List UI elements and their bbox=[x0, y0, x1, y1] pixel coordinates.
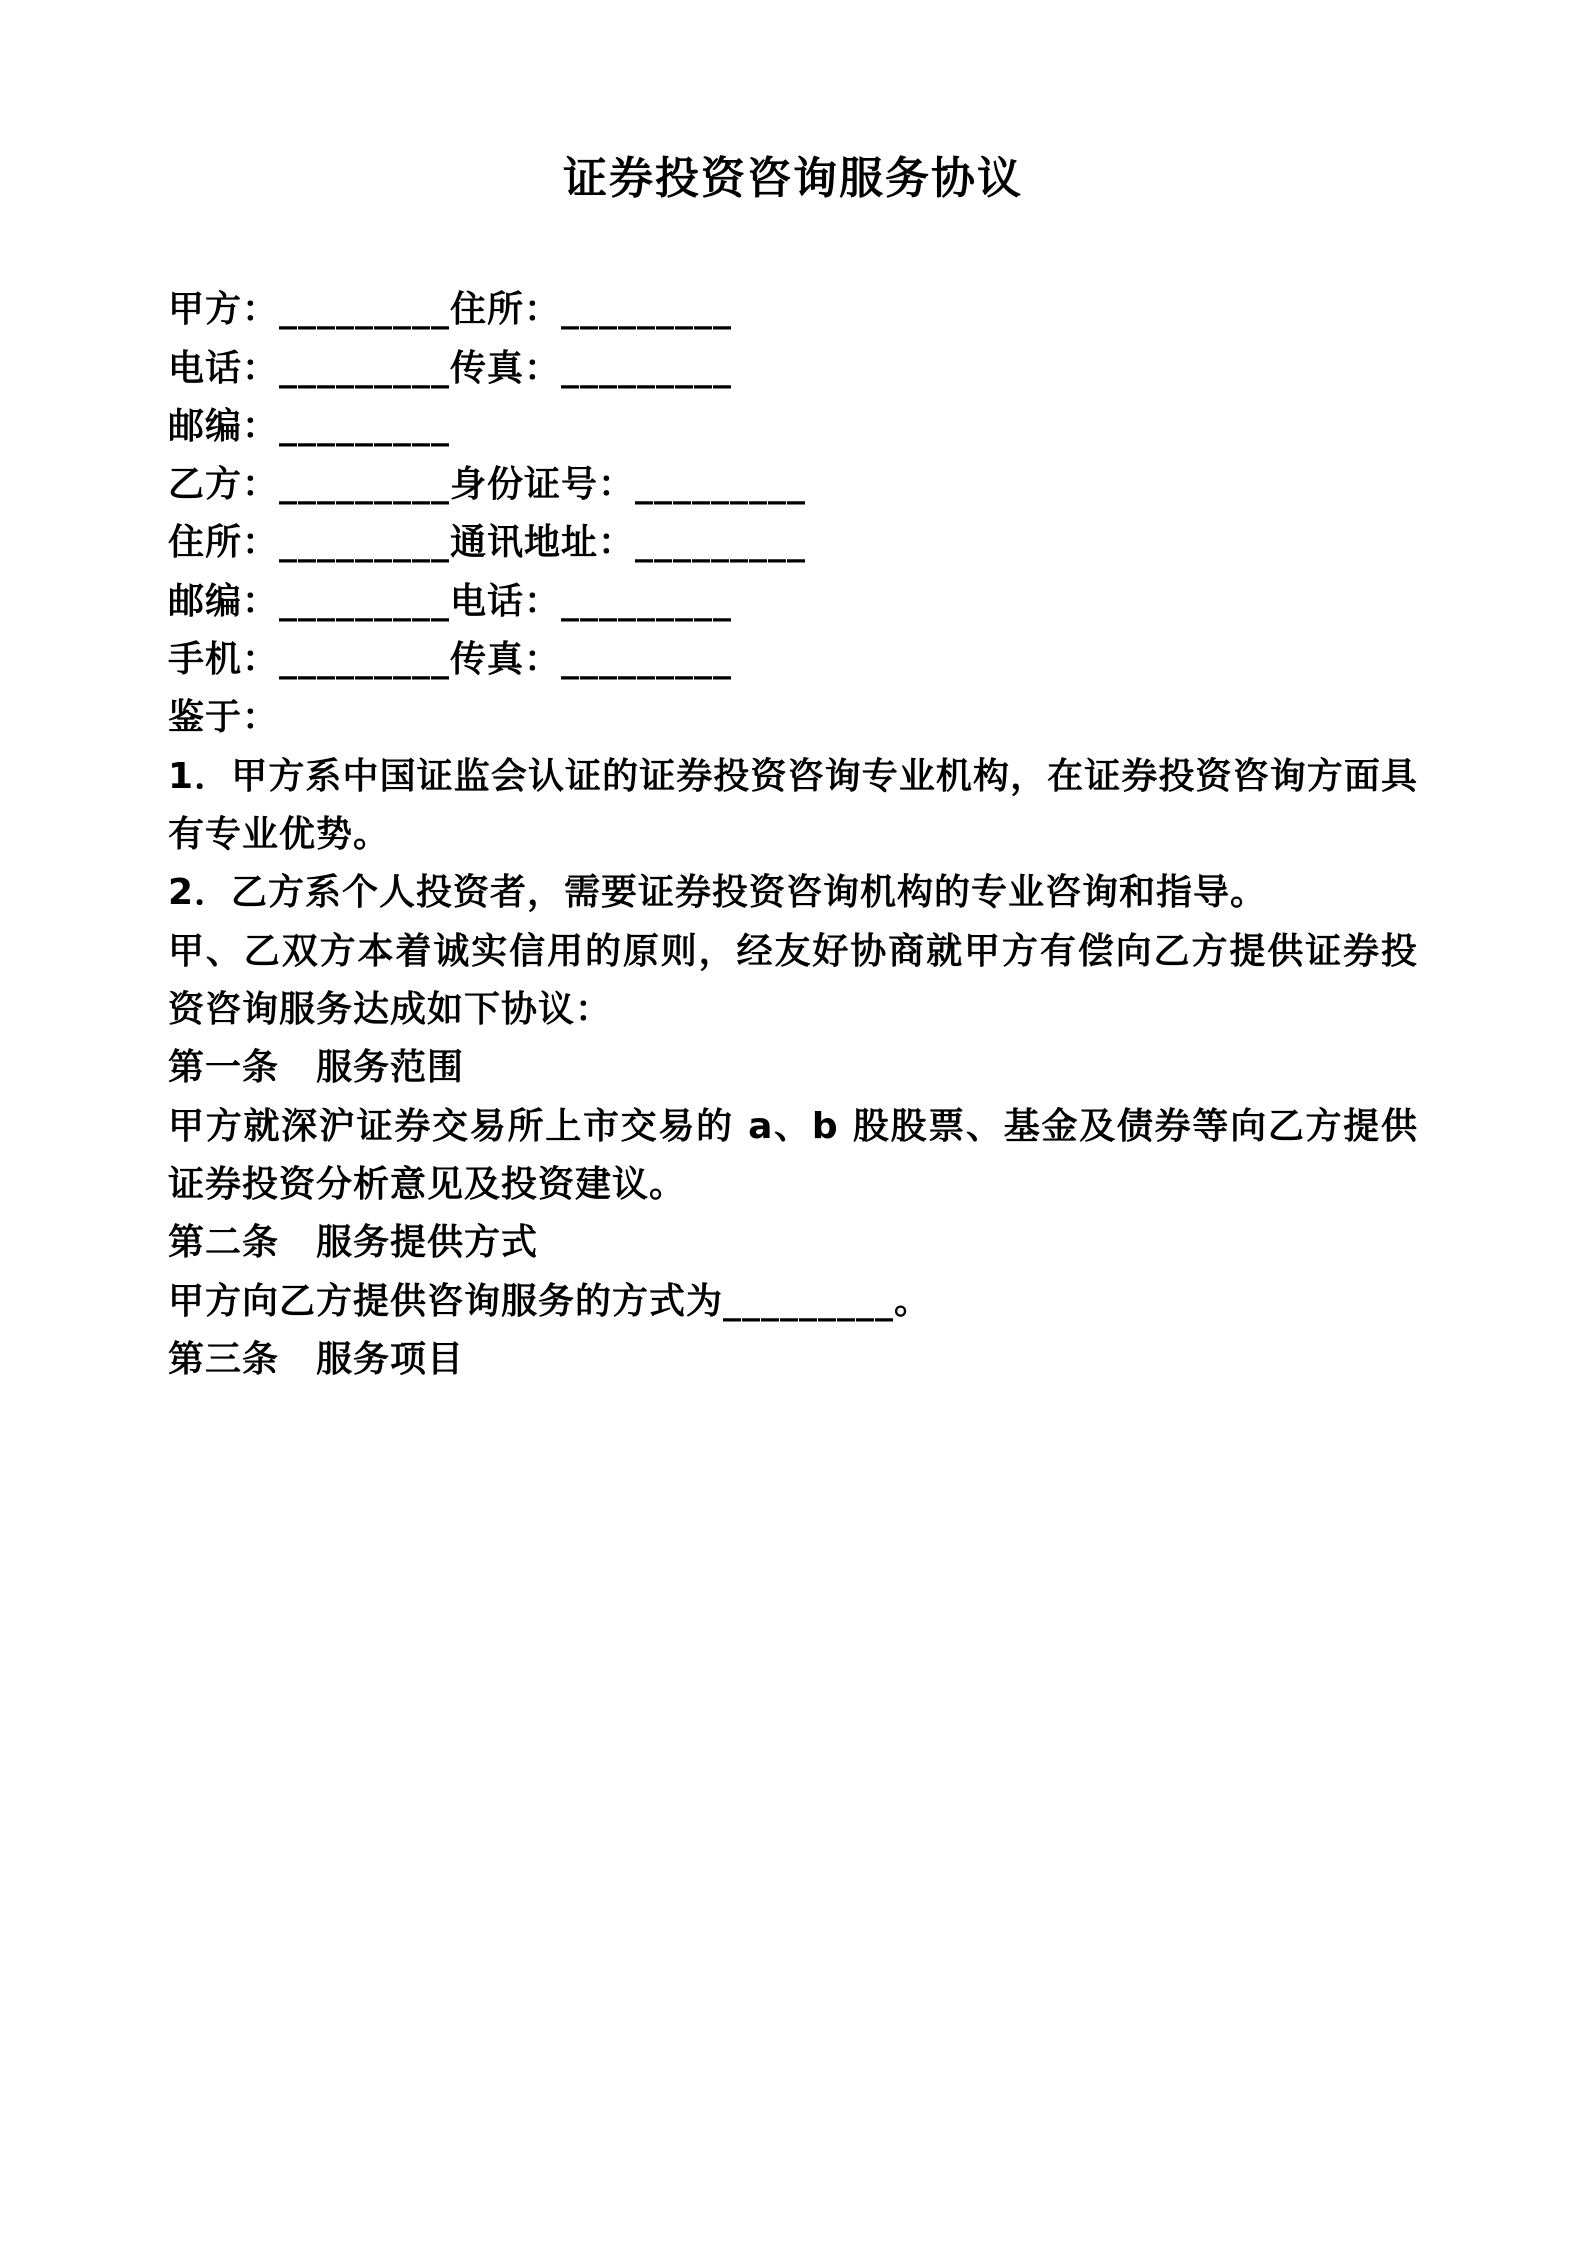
clause-2-body-paragraph: 甲方向乙方提供咨询服务的方式为_________。 bbox=[168, 1280, 932, 1322]
document-title: 证券投资咨询服务协议 bbox=[563, 153, 1023, 204]
clause-1-body-paragraph: 甲方就深沪证券交易所上市交易的 a、b 股股票、基金及债券等向乙方提供证券投资分析意见及投资建议。 bbox=[168, 1105, 1418, 1205]
clause-1-heading: 第一条 服务范围 bbox=[168, 1047, 465, 1089]
party-b-address-line: 住所：_________通讯地址：_________ bbox=[168, 522, 807, 564]
recital-1-paragraph: 1．甲方系中国证监会认证的证券投资咨询专业机构，在证券投资咨询方面具有专业优势。 bbox=[168, 755, 1418, 855]
clause-2-heading: 第二条 服务提供方式 bbox=[168, 1222, 539, 1264]
party-a-zip-line: 邮编：_________ bbox=[168, 405, 451, 447]
party-a-phone-fax-line: 电话：_________传真：_________ bbox=[168, 347, 733, 389]
recital-2-paragraph: 2．乙方系个人投资者，需要证券投资咨询机构的专业咨询和指导。 bbox=[168, 872, 1268, 914]
party-b-zip-phone-line: 邮编：_________电话：_________ bbox=[168, 580, 733, 622]
party-b-id-line: 乙方：_________身份证号：_________ bbox=[168, 464, 807, 506]
whereas-label: 鉴于： bbox=[168, 697, 280, 739]
clause-3-heading: 第三条 服务项目 bbox=[168, 1338, 465, 1380]
party-a-address-line: 甲方：_________住所：_________ bbox=[168, 289, 733, 331]
party-b-mobile-fax-line: 手机：_________传真：_________ bbox=[168, 639, 733, 681]
agreement-intro-paragraph: 甲、乙双方本着诚实信用的原则，经友好协商就甲方有偿向乙方提供证券投资咨询服务达成如下协议： bbox=[168, 930, 1418, 1030]
